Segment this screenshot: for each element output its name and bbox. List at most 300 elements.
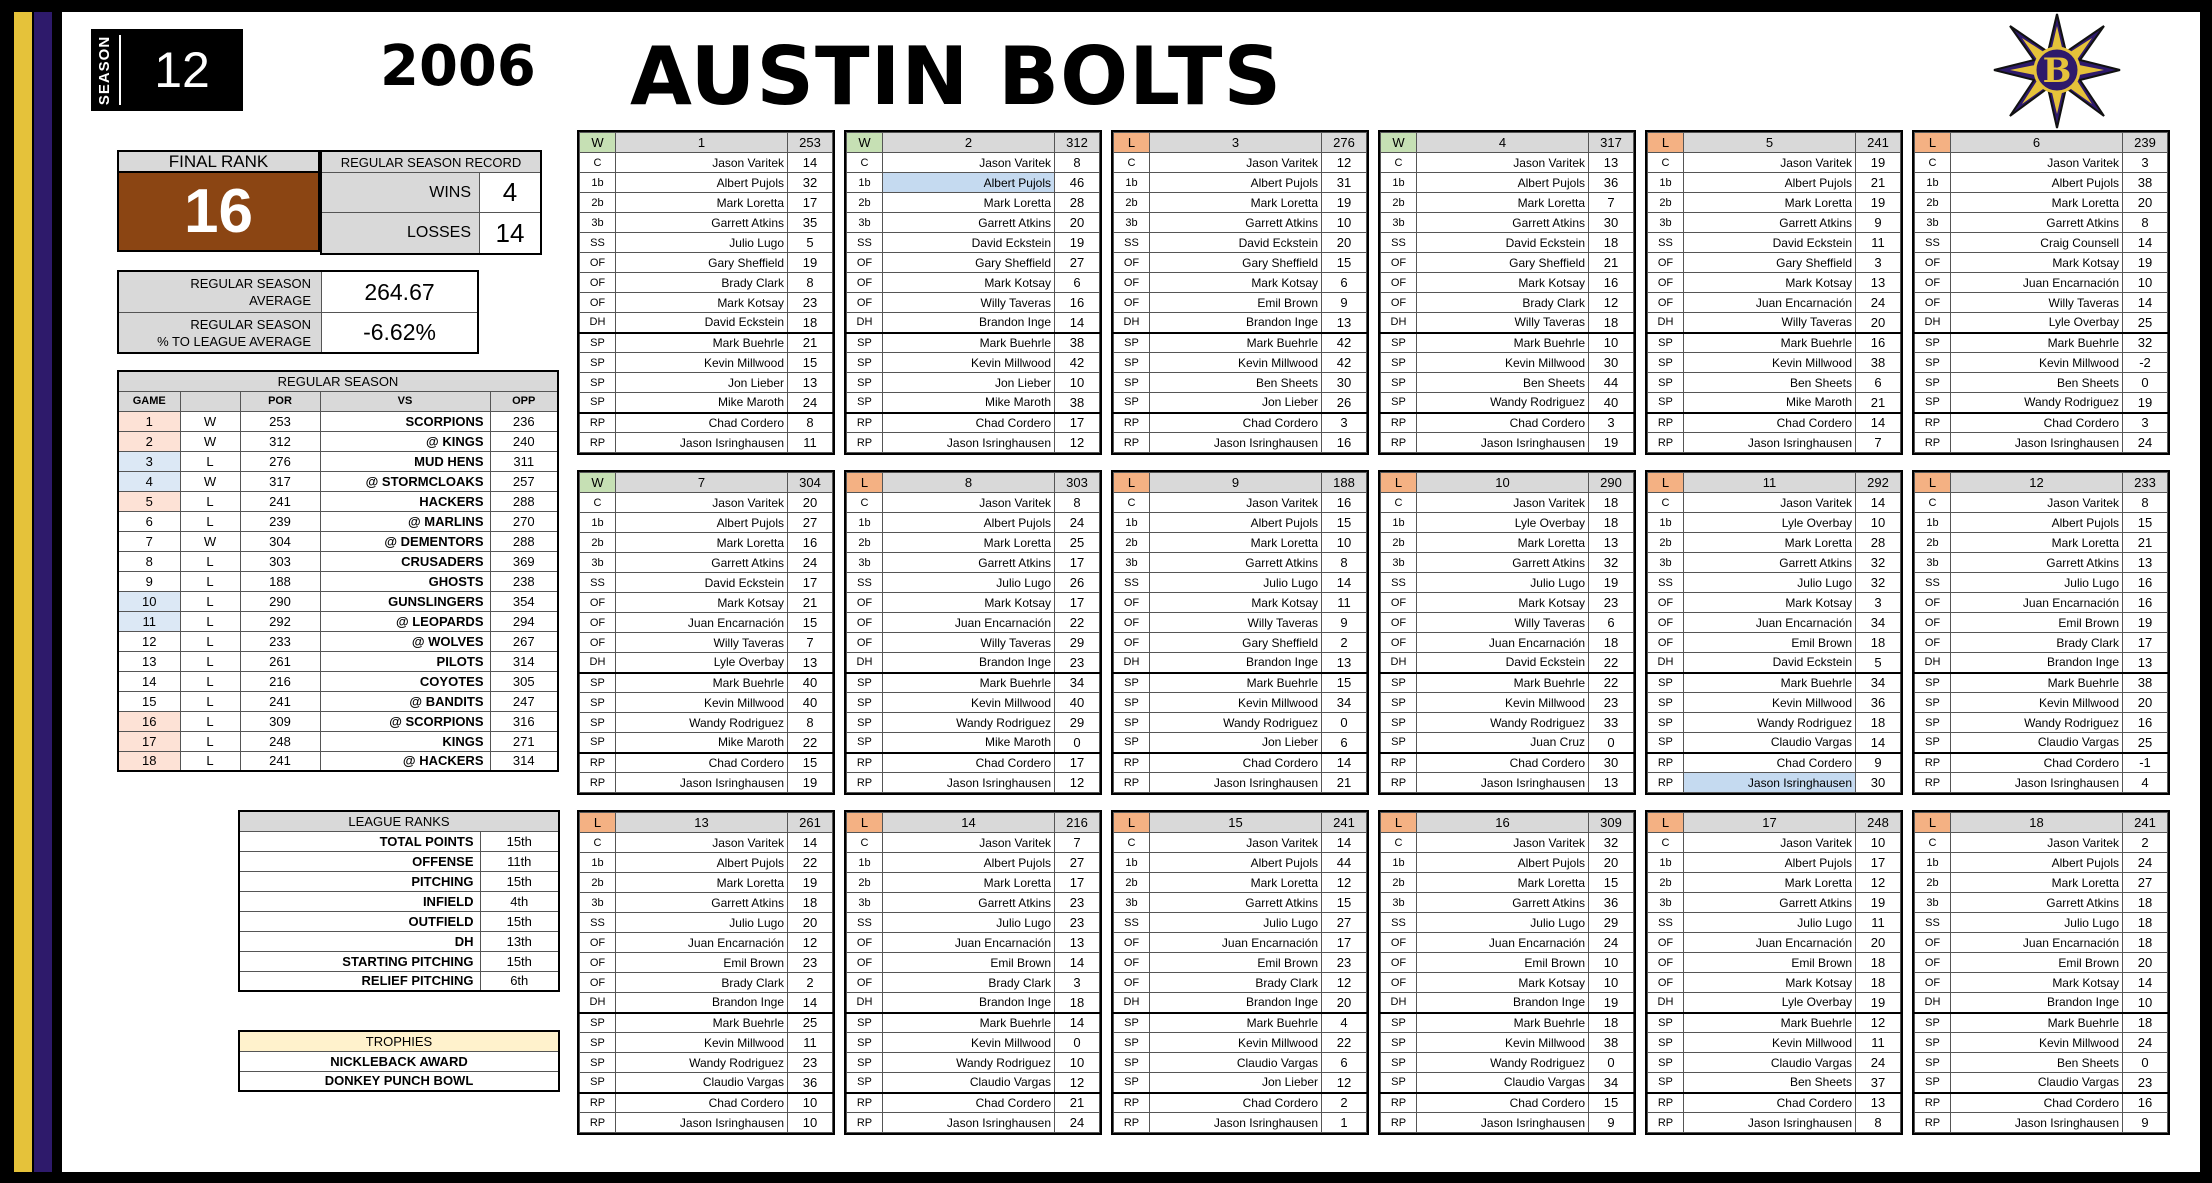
lineup-position: SP: [1915, 1013, 1951, 1033]
lineup-player: Mark Loretta: [1684, 533, 1856, 553]
lineup-points: 34: [1322, 693, 1367, 713]
lineup-points: 18: [788, 313, 833, 333]
lineup-row: [580, 393, 833, 413]
lineup-row: [1915, 413, 2168, 433]
lineup-player: Juan Encarnación: [1951, 593, 2123, 613]
lineup-row: [1114, 613, 1367, 633]
lineup-row: [1114, 933, 1367, 953]
lineup-row: [580, 593, 833, 613]
lineup-player: Gary Sheffield: [1150, 633, 1322, 653]
lineup-position: SP: [1381, 1053, 1417, 1073]
lineup-player: Jon Lieber: [1150, 733, 1322, 753]
lineup-row: [1915, 333, 2168, 353]
lineup-position: SP: [580, 1013, 616, 1033]
lineup-position: RP: [580, 753, 616, 773]
lineup-player: Albert Pujols: [1150, 173, 1322, 193]
lineup-position: OF: [1381, 293, 1417, 313]
lineup-row: [1648, 313, 1901, 333]
lineup-points: 18: [2123, 933, 2168, 953]
lineup-row: [1114, 273, 1367, 293]
lineup-position: SS: [580, 233, 616, 253]
lineup-position: 1b: [1915, 513, 1951, 533]
lineup-player: Garrett Atkins: [616, 213, 788, 233]
lineup-row: [1648, 673, 1901, 693]
lineup-player: Julio Lugo: [883, 913, 1055, 933]
lineup-position: SP: [1381, 333, 1417, 353]
lineup-points: 12: [1322, 1073, 1367, 1093]
lineup-position: SP: [1648, 1033, 1684, 1053]
lineup-player: Mark Buehrle: [1951, 1013, 2123, 1033]
lineup-position: OF: [1648, 613, 1684, 633]
lineup-row: [847, 733, 1100, 753]
lineup-points: 20: [1322, 233, 1367, 253]
lineup-player: Wandy Rodriguez: [1417, 393, 1589, 413]
lineup-row: [1114, 673, 1367, 693]
lineup-row: [847, 753, 1100, 773]
lineup-points: 8: [2123, 213, 2168, 233]
game-result: W: [180, 471, 240, 491]
lineup-points: 3: [2123, 153, 2168, 173]
lineup-player: Albert Pujols: [883, 173, 1055, 193]
game-number-label: 3: [1150, 133, 1322, 153]
lineup-player: Brady Clark: [616, 273, 788, 293]
lineup-player: Ben Sheets: [1417, 373, 1589, 393]
league-rank-row: [239, 891, 559, 911]
lineup-player: Jason Isringhausen: [883, 773, 1055, 793]
lineup-player: Mark Kotsay: [1951, 253, 2123, 273]
schedule-row: [118, 571, 558, 591]
lineup-player: Jason Isringhausen: [1417, 773, 1589, 793]
lineup-row: [1381, 633, 1634, 653]
lineup-player: Albert Pujols: [883, 853, 1055, 873]
lineup-player: Chad Cordero: [1417, 753, 1589, 773]
lineup-points: 18: [1856, 973, 1901, 993]
lineup-row: [1915, 593, 2168, 613]
lineup-player: Emil Brown: [1417, 953, 1589, 973]
lineup-player: Mark Loretta: [883, 533, 1055, 553]
lineup-position: SP: [847, 333, 883, 353]
lineup-points: 4: [1322, 1013, 1367, 1033]
lineup-points: 2: [788, 973, 833, 993]
lineup-points: 16: [1589, 273, 1634, 293]
lineup-position: RP: [1648, 1113, 1684, 1133]
lineup-row: [580, 953, 833, 973]
game-opponent: @ HACKERS: [320, 751, 490, 771]
lineup-player: Jason Isringhausen: [1951, 433, 2123, 453]
lineup-player: Brandon Inge: [883, 993, 1055, 1013]
lineup-player: Gary Sheffield: [616, 253, 788, 273]
lineup-position: C: [847, 153, 883, 173]
lineup-row: [580, 973, 833, 993]
lineup-points: 13: [2123, 553, 2168, 573]
lineup-player: Chad Cordero: [616, 753, 788, 773]
game-result: L: [180, 751, 240, 771]
lineup-points: 27: [788, 513, 833, 533]
lineup-position: 3b: [580, 553, 616, 573]
schedule-row: [118, 531, 558, 551]
lineup-position: RP: [847, 433, 883, 453]
game-result-badge: W: [847, 133, 883, 153]
lineup-points: 13: [788, 653, 833, 673]
lineup-row: [1915, 773, 2168, 793]
lineup-position: OF: [1915, 293, 1951, 313]
lineup-position: C: [847, 493, 883, 513]
lineup-position: 3b: [1114, 213, 1150, 233]
lineup-row: [1915, 693, 2168, 713]
lineup-player: David Eckstein: [1684, 233, 1856, 253]
lineup-points: 20: [1856, 933, 1901, 953]
lineup-player: Albert Pujols: [1684, 853, 1856, 873]
game-opp-score: 236: [490, 411, 558, 431]
lineup-row: [1915, 953, 2168, 973]
game-box: [1912, 130, 2170, 455]
lineup-player: Garrett Atkins: [883, 553, 1055, 573]
lineup-position: RP: [847, 753, 883, 773]
lineup-points: 2: [1322, 633, 1367, 653]
lineup-player: Brandon Inge: [1150, 993, 1322, 1013]
lineup-position: SP: [1114, 693, 1150, 713]
lineup-points: 12: [1856, 873, 1901, 893]
schedule-row: [118, 731, 558, 751]
lineup-points: 32: [1856, 573, 1901, 593]
lineup-player: Mark Loretta: [1150, 873, 1322, 893]
lineup-points: 19: [1856, 893, 1901, 913]
regular-season-header: [118, 391, 558, 411]
lineup-position: SP: [1915, 1073, 1951, 1093]
lineup-row: [1648, 513, 1901, 533]
lineup-row: [580, 353, 833, 373]
lineup-player: Mike Maroth: [1684, 393, 1856, 413]
lineup-position: 1b: [1648, 853, 1684, 873]
trophy-name: NICKLEBACK AWARD: [239, 1051, 559, 1071]
lineup-row: [1114, 973, 1367, 993]
lineup-points: 10: [1589, 973, 1634, 993]
lineup-player: Jason Varitek: [1417, 153, 1589, 173]
league-rank-row: [239, 951, 559, 971]
lineup-row: [1648, 1073, 1901, 1093]
lineup-row: [1114, 733, 1367, 753]
game-por-score: 248: [240, 731, 320, 751]
game-number: 3: [118, 451, 180, 471]
lineup-row: [1381, 493, 1634, 513]
game-total-score: 276: [1322, 133, 1367, 153]
lineup-position: SS: [1381, 573, 1417, 593]
lineup-position: OF: [1915, 953, 1951, 973]
lineup-position: SP: [1915, 693, 1951, 713]
lineup-player: Brandon Inge: [1951, 993, 2123, 1013]
lineup-position: SP: [1648, 1013, 1684, 1033]
lineup-points: -2: [2123, 353, 2168, 373]
lineup-position: SP: [1648, 1073, 1684, 1093]
lineup-row: [1114, 633, 1367, 653]
regular-season-title: REGULAR SEASON: [118, 371, 558, 391]
lineup-position: RP: [847, 1113, 883, 1133]
lineup-player: Mark Loretta: [1150, 193, 1322, 213]
game-result: L: [180, 631, 240, 651]
lineup-points: 38: [2123, 673, 2168, 693]
lineup-player: Willy Taveras: [1417, 613, 1589, 633]
game-header: [1915, 813, 2168, 833]
lineup-position: OF: [847, 633, 883, 653]
lineup-row: [1648, 633, 1901, 653]
lineup-row: [1648, 213, 1901, 233]
lineup-points: 19: [1856, 993, 1901, 1013]
lineup-position: SP: [1381, 693, 1417, 713]
lineup-player: Garrett Atkins: [1684, 213, 1856, 233]
lineup-player: Mark Buehrle: [1417, 1013, 1589, 1033]
lineup-row: [580, 1073, 833, 1093]
lineup-points: 18: [1589, 1013, 1634, 1033]
game-box: [1645, 810, 1903, 1135]
lineup-player: Claudio Vargas: [616, 1073, 788, 1093]
game-result: L: [180, 491, 240, 511]
game-header: [1915, 473, 2168, 493]
lineup-row: [1381, 313, 1634, 333]
lineup-position: RP: [1915, 433, 1951, 453]
lineup-position: 3b: [1648, 893, 1684, 913]
lineup-points: 29: [1589, 913, 1634, 933]
lineup-player: Brandon Inge: [1150, 653, 1322, 673]
lineup-points: 8: [788, 273, 833, 293]
game-number-label: 9: [1150, 473, 1322, 493]
lineup-position: SP: [1915, 673, 1951, 693]
game-result-badge: L: [1915, 473, 1951, 493]
lineup-position: SP: [847, 373, 883, 393]
lineup-row: [1648, 1113, 1901, 1133]
lineup-player: Chad Cordero: [1684, 753, 1856, 773]
lineup-position: SS: [580, 913, 616, 933]
game-result: L: [180, 671, 240, 691]
lineup-points: 23: [788, 1053, 833, 1073]
lineup-row: [1114, 593, 1367, 613]
lineup-points: 24: [1856, 1053, 1901, 1073]
lineup-points: 15: [1589, 873, 1634, 893]
lineup-row: [1381, 913, 1634, 933]
game-number-label: 18: [1951, 813, 2123, 833]
lineup-row: [1381, 713, 1634, 733]
lineup-position: DH: [847, 313, 883, 333]
lineup-points: 40: [1055, 693, 1100, 713]
lineup-position: RP: [1915, 773, 1951, 793]
game-number: 10: [118, 591, 180, 611]
game-lineup-table: [1914, 812, 2168, 1133]
lineup-points: 26: [1322, 393, 1367, 413]
lineup-player: Garrett Atkins: [1150, 553, 1322, 573]
lineup-position: 2b: [1381, 873, 1417, 893]
lineup-row: [1915, 633, 2168, 653]
schedule-row: [118, 511, 558, 531]
game-por-score: 253: [240, 411, 320, 431]
lineup-position: SP: [847, 1013, 883, 1033]
lineup-position: SP: [580, 333, 616, 353]
game-result-badge: L: [847, 813, 883, 833]
lineup-position: RP: [1381, 753, 1417, 773]
lineup-player: Jason Varitek: [616, 493, 788, 513]
lineup-points: 11: [1856, 233, 1901, 253]
lineup-player: Mark Buehrle: [1150, 1013, 1322, 1033]
lineup-row: [1381, 273, 1634, 293]
lineup-row: [1648, 353, 1901, 373]
lineup-points: 10: [1322, 533, 1367, 553]
lineup-position: OF: [1114, 933, 1150, 953]
lineup-position: SS: [847, 233, 883, 253]
lineup-position: SP: [1114, 333, 1150, 353]
lineup-row: [580, 173, 833, 193]
lineup-row: [847, 913, 1100, 933]
lineup-player: Garrett Atkins: [1951, 213, 2123, 233]
lineup-points: 12: [1322, 973, 1367, 993]
lineup-points: 10: [788, 1113, 833, 1133]
lineup-player: Mike Maroth: [883, 393, 1055, 413]
lineup-player: Lyle Overbay: [1951, 313, 2123, 333]
lineup-position: C: [1381, 493, 1417, 513]
lineup-player: Kevin Millwood: [883, 353, 1055, 373]
losses-value: 14: [495, 217, 525, 248]
game-result: L: [180, 711, 240, 731]
lineup-player: Wandy Rodriguez: [883, 713, 1055, 733]
lineup-position: OF: [1915, 973, 1951, 993]
lineup-position: SS: [1648, 573, 1684, 593]
lineup-player: Jason Varitek: [1684, 833, 1856, 853]
lineup-player: Emil Brown: [1684, 953, 1856, 973]
game-por-score: 290: [240, 591, 320, 611]
lineup-position: RP: [1114, 433, 1150, 453]
game-box: [1645, 470, 1903, 795]
lineup-position: SP: [1114, 1033, 1150, 1053]
lineup-position: OF: [1114, 273, 1150, 293]
lineup-position: 2b: [580, 873, 616, 893]
lineup-position: RP: [580, 413, 616, 433]
lineup-points: 14: [2123, 233, 2168, 253]
lineup-points: 13: [1856, 1093, 1901, 1113]
lineup-row: [1915, 573, 2168, 593]
lineup-points: 2: [1322, 1093, 1367, 1113]
lineup-position: 2b: [1648, 533, 1684, 553]
lineup-row: [580, 413, 833, 433]
game-result-badge: L: [1648, 133, 1684, 153]
lineup-player: Emil Brown: [1684, 633, 1856, 653]
lineup-player: Garrett Atkins: [1951, 893, 2123, 913]
lineup-row: [1915, 513, 2168, 533]
lineup-position: 2b: [847, 193, 883, 213]
game-result-badge: L: [1915, 813, 1951, 833]
lineup-row: [847, 213, 1100, 233]
lineup-row: [1114, 253, 1367, 273]
lineup-row: [1648, 173, 1901, 193]
lineup-points: 17: [2123, 633, 2168, 653]
lineup-position: SP: [1648, 733, 1684, 753]
lineup-player: Albert Pujols: [1951, 853, 2123, 873]
wins-value: 4: [502, 177, 518, 207]
game-total-score: 241: [2123, 813, 2168, 833]
lineup-row: [1648, 293, 1901, 313]
lineup-player: Julio Lugo: [1951, 573, 2123, 593]
lineup-row: [1648, 593, 1901, 613]
game-por-score: 188: [240, 571, 320, 591]
lineup-row: [1915, 1073, 2168, 1093]
lineup-player: Jason Varitek: [1417, 833, 1589, 853]
lineup-points: 3: [1055, 973, 1100, 993]
game-total-score: 261: [788, 813, 833, 833]
lineup-row: [1915, 833, 2168, 853]
game-opponent: @ BANDITS: [320, 691, 490, 711]
lineup-position: SP: [1114, 713, 1150, 733]
lineup-position: RP: [1114, 1093, 1150, 1113]
game-number: 12: [118, 631, 180, 651]
lineup-position: OF: [1648, 273, 1684, 293]
lineup-points: 16: [2123, 593, 2168, 613]
lineup-row: [1648, 893, 1901, 913]
lineup-position: RP: [580, 1093, 616, 1113]
lineup-row: [1648, 273, 1901, 293]
game-header: [580, 813, 833, 833]
lineup-player: Juan Encarnación: [1684, 293, 1856, 313]
lineup-points: 18: [2123, 893, 2168, 913]
game-lineup-table: [846, 472, 1100, 793]
lineup-points: 40: [1589, 393, 1634, 413]
lineup-position: RP: [1648, 753, 1684, 773]
lineup-points: 15: [1322, 253, 1367, 273]
lineup-position: OF: [580, 593, 616, 613]
lineup-position: SS: [1114, 913, 1150, 933]
lineup-player: Chad Cordero: [1951, 753, 2123, 773]
lineup-points: 14: [1055, 1013, 1100, 1033]
lineup-position: DH: [847, 653, 883, 673]
lineup-player: Mark Loretta: [616, 873, 788, 893]
pct-league-label-1: REGULAR SEASON: [190, 316, 311, 332]
lineup-player: Juan Encarnación: [1951, 273, 2123, 293]
lineup-position: SP: [1381, 373, 1417, 393]
game-header: [580, 133, 833, 153]
lineup-position: C: [580, 493, 616, 513]
lineup-points: 6: [1055, 273, 1100, 293]
lineup-position: RP: [1915, 753, 1951, 773]
lineup-player: Albert Pujols: [1951, 513, 2123, 533]
lineup-row: [847, 853, 1100, 873]
game-result: L: [180, 571, 240, 591]
lineup-position: 3b: [1915, 893, 1951, 913]
lineup-position: OF: [847, 273, 883, 293]
game-result-badge: L: [1114, 473, 1150, 493]
lineup-player: Mark Loretta: [1417, 873, 1589, 893]
lineup-player: Chad Cordero: [616, 1093, 788, 1113]
lineup-player: Mark Loretta: [1951, 533, 2123, 553]
league-ranks-table: [238, 810, 560, 992]
lineup-row: [580, 153, 833, 173]
lineup-points: 29: [1055, 633, 1100, 653]
lineup-points: 8: [2123, 493, 2168, 513]
lineup-player: Ben Sheets: [1150, 373, 1322, 393]
game-result: W: [180, 411, 240, 431]
lineup-points: 18: [1589, 633, 1634, 653]
schedule-row: [118, 691, 558, 711]
lineup-position: OF: [847, 973, 883, 993]
lineup-player: Mark Buehrle: [1684, 1013, 1856, 1033]
lineup-points: 0: [2123, 1053, 2168, 1073]
lineup-player: Jason Varitek: [616, 153, 788, 173]
game-por-score: 317: [240, 471, 320, 491]
lineup-position: 3b: [580, 213, 616, 233]
game-opponent: GUNSLINGERS: [320, 591, 490, 611]
lineup-player: Chad Cordero: [883, 753, 1055, 773]
lineup-player: Jason Varitek: [1150, 153, 1322, 173]
game-opp-score: 311: [490, 451, 558, 471]
game-header: [1915, 133, 2168, 153]
lineup-player: Juan Encarnación: [1684, 933, 1856, 953]
lineup-player: Mark Kotsay: [883, 273, 1055, 293]
lineup-points: 14: [788, 993, 833, 1013]
lineup-points: 18: [2123, 913, 2168, 933]
